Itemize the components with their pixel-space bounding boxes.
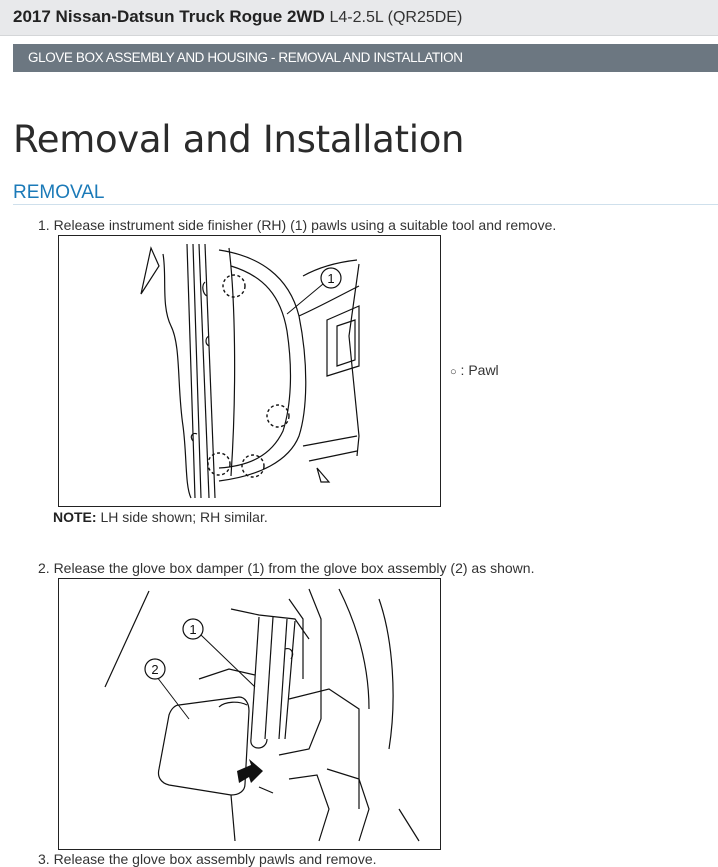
pawl-legend-text: : Pawl (460, 362, 499, 378)
callout-2: 2 (151, 662, 159, 677)
step-3: 3. Release the glove box assembly pawls and remove. (38, 851, 377, 867)
finisher-illustration (59, 236, 440, 506)
damper-illustration (59, 579, 440, 849)
section-title-bar: GLOVE BOX ASSEMBLY AND HOUSING - REMOVAL AND INSTALLATION (13, 44, 718, 72)
vehicle-header (0, 0, 718, 36)
note (53, 509, 268, 525)
pawl-legend (450, 362, 499, 378)
callout-1: 1 (189, 622, 197, 637)
figure-glove-box-damper (58, 578, 441, 850)
note-text: LH side shown; RH similar. (96, 509, 268, 525)
pawl-legend-symbol: ○ (450, 366, 457, 378)
vehicle-title (13, 7, 462, 27)
subsection-divider (13, 204, 718, 205)
callout-1: 1 (327, 271, 335, 286)
engine-spec: L4-2.5L (QR25DE) (329, 9, 463, 26)
vehicle-name: 2017 Nissan-Datsun Truck Rogue 2WD (13, 7, 325, 26)
figure-instrument-side-finisher (58, 235, 441, 507)
step-2: 2. Release the glove box damper (1) from the glove box assembly (2) as shown. (38, 560, 535, 576)
page-title: Removal and Installation (13, 118, 465, 161)
subsection-heading: REMOVAL (13, 182, 105, 203)
note-label: NOTE: (53, 509, 97, 525)
step-1: 1. Release instrument side finisher (RH) (1) pawls using a suitable tool and remove. (38, 217, 557, 233)
